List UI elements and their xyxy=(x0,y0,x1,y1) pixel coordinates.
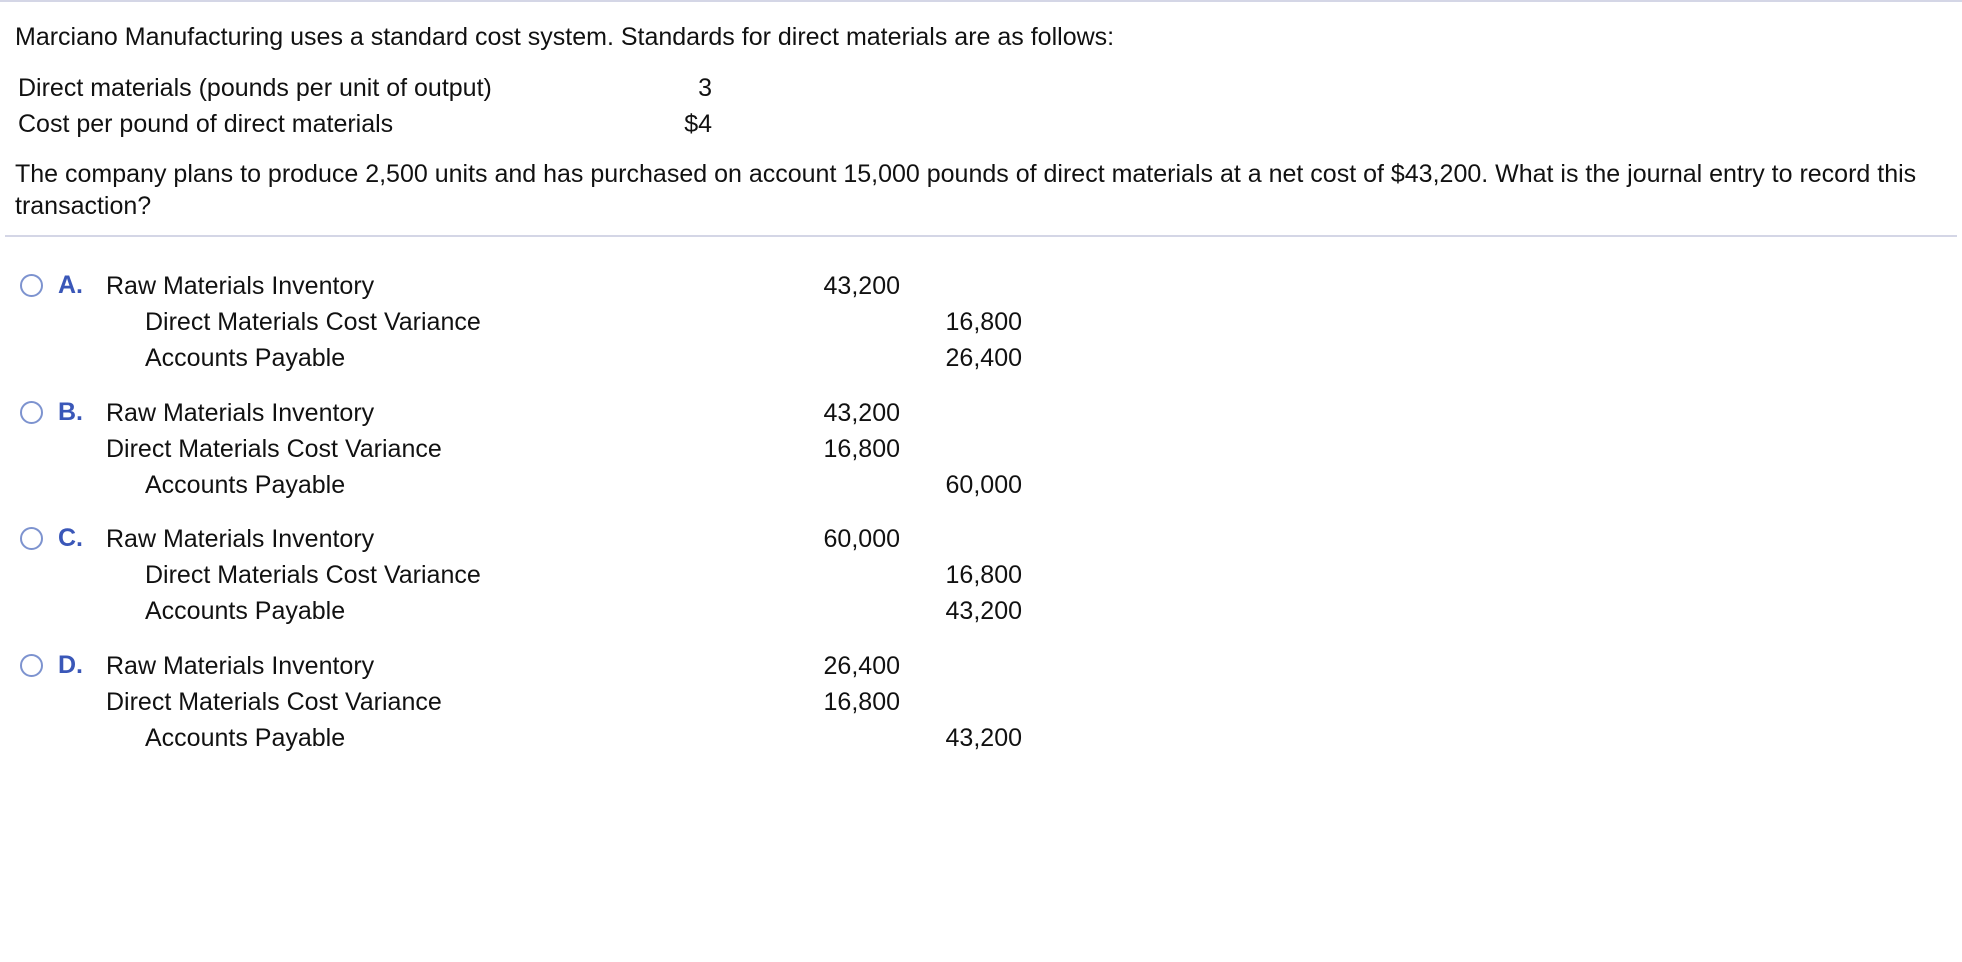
journal-line xyxy=(0,521,1100,557)
journal-line xyxy=(0,557,1100,593)
option-letter: A. xyxy=(58,271,83,299)
option-letter: D. xyxy=(58,651,83,679)
credit-amount: 43,200 xyxy=(945,724,1022,752)
answer-option-d[interactable] xyxy=(0,648,1100,768)
journal-line xyxy=(0,395,1100,431)
top-divider xyxy=(0,0,1962,2)
option-letter: B. xyxy=(58,398,83,426)
account-name: Direct Materials Cost Variance xyxy=(145,308,481,336)
standards-value: $4 xyxy=(684,110,712,138)
problem-intro: Marciano Manufacturing uses a standard cost system. Standards for direct materials are as follows: xyxy=(15,23,1115,51)
standards-value: 3 xyxy=(698,74,712,102)
debit-amount: 16,800 xyxy=(823,688,900,716)
journal-line xyxy=(0,684,1100,720)
answer-option-b[interactable] xyxy=(0,395,1100,515)
account-name: Raw Materials Inventory xyxy=(106,272,375,300)
debit-amount: 16,800 xyxy=(823,435,900,463)
standards-label: Cost per pound of direct materials xyxy=(18,110,394,138)
answer-option-a[interactable] xyxy=(0,268,1100,388)
section-divider xyxy=(5,235,1957,237)
journal-line xyxy=(0,268,1100,304)
debit-amount: 43,200 xyxy=(823,399,900,427)
debit-amount: 43,200 xyxy=(823,272,900,300)
account-name: Accounts Payable xyxy=(145,344,346,372)
question-text: The company plans to produce 2,500 units and has purchased on account 15,000 pounds of direct materials at a net cost of $43,200. What is the journal entry to record this transaction? xyxy=(15,160,1917,220)
journal-line xyxy=(0,593,1100,629)
credit-amount: 16,800 xyxy=(945,308,1022,336)
credit-amount: 43,200 xyxy=(945,597,1022,625)
credit-amount: 16,800 xyxy=(945,561,1022,589)
standards-label: Direct materials (pounds per unit of output) xyxy=(18,74,492,102)
account-name: Direct Materials Cost Variance xyxy=(145,561,481,589)
debit-amount: 60,000 xyxy=(823,525,900,553)
account-name: Accounts Payable xyxy=(145,471,346,499)
account-name: Raw Materials Inventory xyxy=(106,525,375,553)
journal-line xyxy=(0,431,1100,467)
account-name: Direct Materials Cost Variance xyxy=(106,688,442,716)
credit-amount: 60,000 xyxy=(945,471,1022,499)
credit-amount: 26,400 xyxy=(945,344,1022,372)
journal-line xyxy=(0,340,1100,376)
journal-line xyxy=(0,648,1100,684)
journal-line xyxy=(0,304,1100,340)
debit-amount: 26,400 xyxy=(823,652,900,680)
account-name: Raw Materials Inventory xyxy=(106,399,375,427)
journal-line xyxy=(0,720,1100,756)
account-name: Raw Materials Inventory xyxy=(106,652,375,680)
account-name: Accounts Payable xyxy=(145,597,346,625)
journal-line xyxy=(0,467,1100,503)
account-name: Accounts Payable xyxy=(145,724,346,752)
answer-option-c[interactable] xyxy=(0,521,1100,641)
account-name: Direct Materials Cost Variance xyxy=(106,435,442,463)
option-letter: C. xyxy=(58,524,83,552)
